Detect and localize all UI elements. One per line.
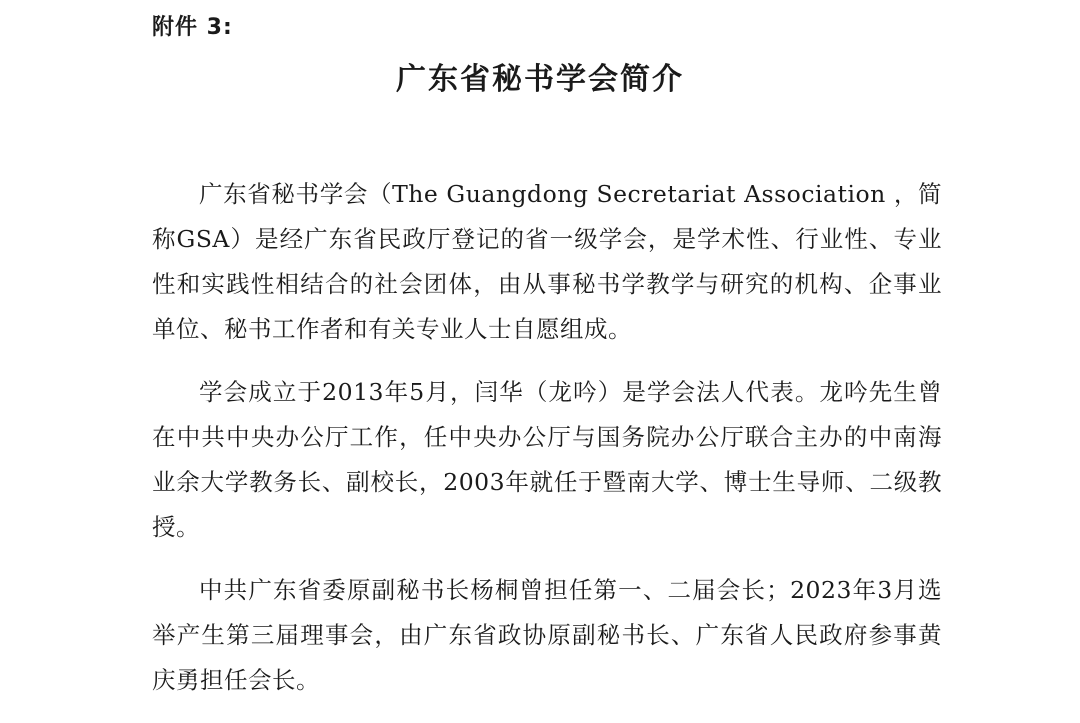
paragraph-leadership: 中共广东省委原副秘书长杨桐曾担任第一、二届会长；2023年3月选举产生第三届理事会，由广东省政协原副秘书长、广东省人民政府参事黄庆勇担任会长。: [152, 576, 942, 694]
paragraph-introduction: 广东省秘书学会（The Guangdong Secretariat Association ，简称GSA）是经广东省民政厅登记的省一级学会，是学术性、行业性、专业性和实践性相结合的社会团体，由从事秘书学教学与研究的机构、企事业单位、秘书工作者和有关专业人士自愿组成。: [152, 180, 942, 343]
attachment-label: 附件 3:: [152, 15, 233, 40]
document-body: [152, 172, 942, 721]
paragraph-founding: 学会成立于2013年5月，闫华（龙吟）是学会法人代表。龙吟先生曾在中共中央办公厅工作，任中央办公厅与国务院办公厅联合主办的中南海业余大学教务长、副校长，2003年就任于暨南大学、博士生导师、二级教授。: [152, 378, 942, 541]
document-title: 广东省秘书学会简介: [396, 62, 684, 97]
